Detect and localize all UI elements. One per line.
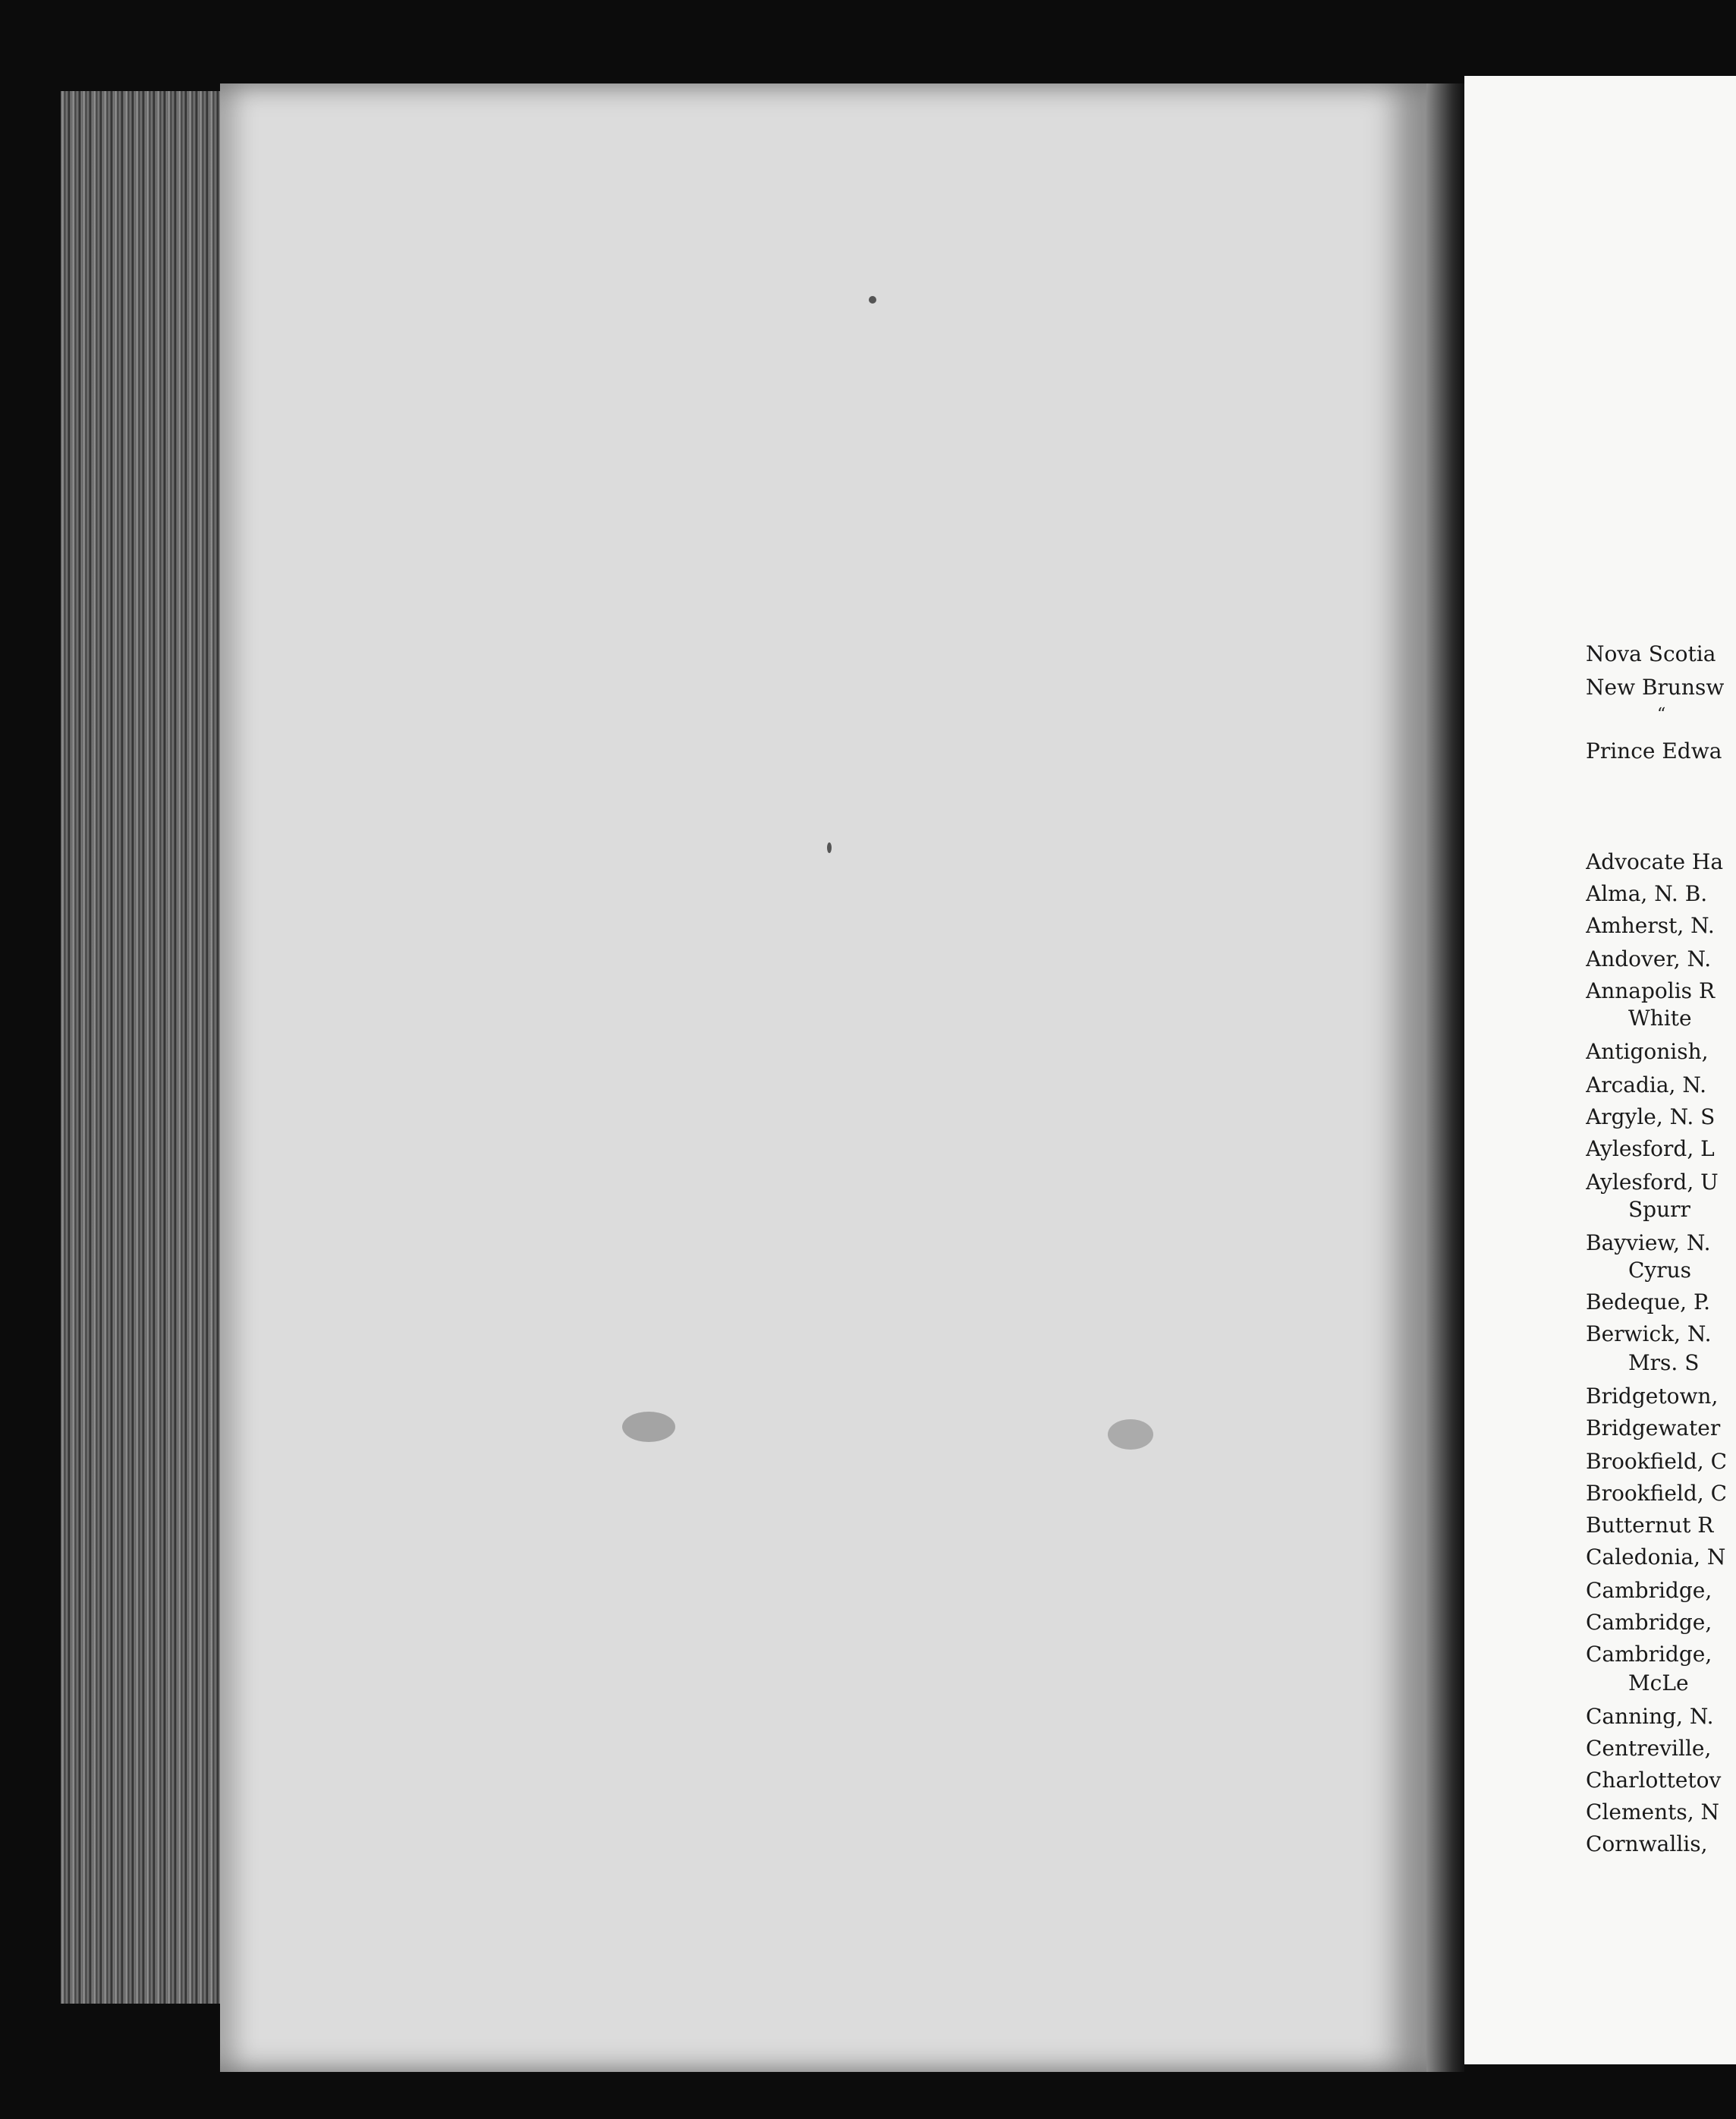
index-entry: Brookfield, C (1586, 1449, 1727, 1474)
region-line: Prince Edwa (1586, 738, 1722, 764)
index-entry: Canning, N. (1586, 1704, 1714, 1729)
index-entry: Aylesford, L (1586, 1136, 1715, 1161)
index-entry: Aylesford, U (1586, 1170, 1719, 1195)
book-page-edges (61, 91, 220, 2004)
index-entry-continuation: McLe (1628, 1670, 1689, 1696)
index-entry-continuation: White (1628, 1006, 1692, 1031)
index-entry: Clements, N (1586, 1799, 1720, 1825)
index-entry: Butternut R (1586, 1513, 1714, 1538)
paper-stain (1108, 1419, 1153, 1450)
index-entry: Andover, N. (1586, 946, 1712, 971)
index-entry: Bayview, N. (1586, 1230, 1711, 1255)
index-entry-continuation: Spurr (1628, 1197, 1690, 1222)
region-line: Nova Scotia (1586, 641, 1716, 666)
blank-left-page (220, 83, 1426, 2072)
index-entry: Bridgetown, (1586, 1384, 1719, 1409)
index-entry: Argyle, N. S (1586, 1104, 1716, 1129)
index-entry: Advocate Ha (1586, 849, 1724, 874)
region-line: New Brunsw (1586, 675, 1725, 700)
index-entry: Cambridge, (1586, 1642, 1712, 1667)
index-entry: Arcadia, N. (1586, 1072, 1706, 1097)
index-entry: Cornwallis, (1586, 1831, 1708, 1856)
right-page-text (1586, 0, 1736, 2119)
index-entry: Annapolis R (1586, 978, 1716, 1003)
paper-speck (869, 296, 876, 304)
index-entry: Antigonish, (1586, 1039, 1709, 1064)
index-entry: Caledonia, N (1586, 1544, 1726, 1570)
paper-speck (827, 842, 832, 853)
index-entry: Bedeque, P. (1586, 1289, 1711, 1315)
index-entry: Alma, N. B. (1586, 881, 1708, 906)
index-entry: Cambridge, (1586, 1578, 1712, 1603)
index-entry: Bridgewater (1586, 1415, 1721, 1440)
index-entry: Berwick, N. (1586, 1321, 1712, 1346)
book-gutter (1426, 83, 1464, 2072)
index-entry: Cambridge, (1586, 1610, 1712, 1635)
index-entry: Charlottetov (1586, 1768, 1722, 1793)
index-entry: Brookfield, C (1586, 1481, 1727, 1506)
index-entry: Amherst, N. (1586, 913, 1715, 938)
ditto-mark: “ (1657, 705, 1666, 724)
index-entry-continuation: Cyrus (1628, 1258, 1692, 1283)
paper-stain (622, 1412, 675, 1442)
index-entry: Centreville, (1586, 1736, 1712, 1761)
index-entry-continuation: Mrs. S (1628, 1350, 1700, 1375)
